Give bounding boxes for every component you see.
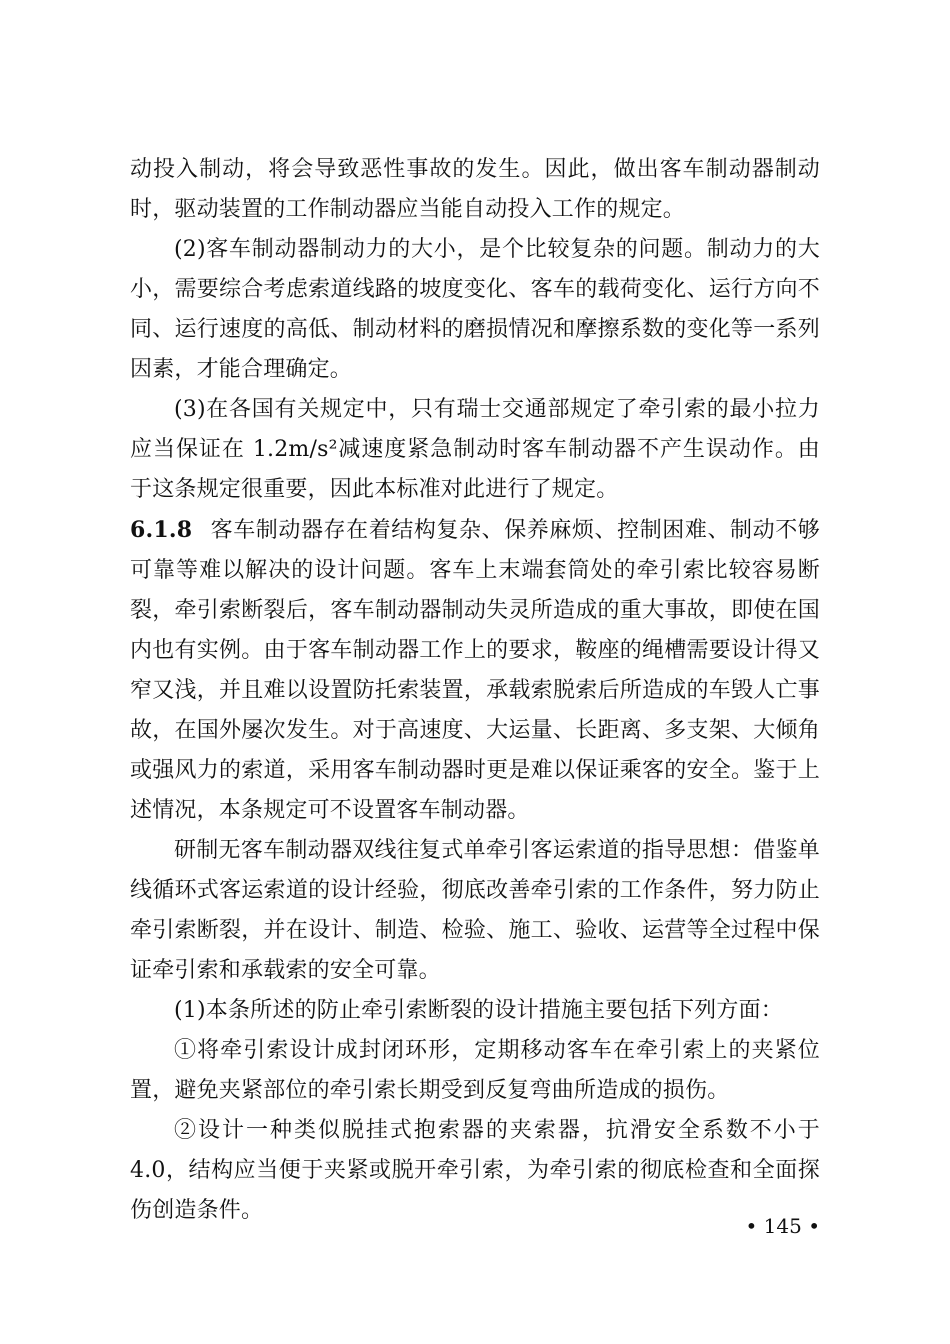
paragraph-8: ②设计一种类似脱挂式抱索器的夹索器，抗滑安全系数不小于 4.0，结构应当便于夹紧或脱开牵引索，为牵引索的彻底检查和全面探伤创造条件。 bbox=[130, 1118, 820, 1223]
clause-text: 客车制动器存在着结构复杂、保养麻烦、控制困难、制动不够可靠等难以解决的设计问题。客车上末端套筒处的牵引索比较容易断裂，牵引索断裂后，客车制动器制动失灵所造成的重大事故，即使在国内也有实例。由于客车制动器工作上的要求，鞍座的绳槽需要设计得又窄又浅，并且难以设置防托索装置，承载索脱索后所造成的车毁人亡事故，在国外屡次发生。对于高速度、大运量、长距离、多支架、大倾角或强风力的索道，采用客车制动器时更是难以保证乘客的安全。鉴于上述情况，本条规定可不设置客车制动器。 bbox=[130, 518, 820, 823]
paragraph-5: 研制无客车制动器双线往复式单牵引客运索道的指导思想：借鉴单线循环式客运索道的设计经验，彻底改善牵引索的工作条件，努力防止牵引索断裂，并在设计、制造、检验、施工、验收、运营等全过程中保证牵引索和承载索的安全可靠。 bbox=[130, 838, 820, 983]
clause-number: 6.1.8 bbox=[130, 517, 193, 543]
paragraph-1: 动投入制动，将会导致恶性事故的发生。因此，做出客车制动器制动时，驱动装置的工作制动器应当能自动投入工作的规定。 bbox=[130, 157, 820, 222]
page-number: • 145 • bbox=[745, 1214, 820, 1238]
paragraph-7: ①将牵引索设计成封闭环形，定期移动客车在牵引索上的夹紧位置，避免夹紧部位的牵引索长期受到反复弯曲所造成的损伤。 bbox=[130, 1038, 820, 1103]
paragraph-2: (2)客车制动器制动力的大小，是个比较复杂的问题。制动力的大小，需要综合考虑索道线路的坡度变化、客车的载荷变化、运行方向不同、运行速度的高低、制动材料的磨损情况和摩擦系数的变化等一系列因素，才能合理确定。 bbox=[130, 237, 820, 382]
paragraph-3: (3)在各国有关规定中，只有瑞士交通部规定了牵引索的最小拉力应当保证在 1.2m/s²减速度紧急制动时客车制动器不产生误动作。由于这条规定很重要，因此本标准对此进行了规定。 bbox=[130, 397, 820, 502]
clause-paragraph bbox=[130, 510, 820, 831]
paragraph-6: (1)本条所述的防止牵引索断裂的设计措施主要包括下列方面： bbox=[174, 998, 783, 1023]
body-text bbox=[130, 150, 820, 1231]
